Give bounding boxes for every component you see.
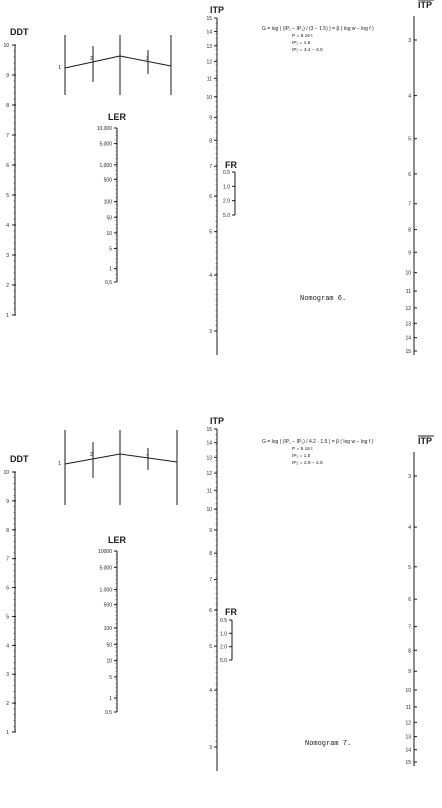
frame-label-3: 3 [146,56,149,62]
itp-bar-tick-label: 14 [405,335,411,342]
ler-tick-label: 1 [109,696,112,702]
ler-tick-label: 1 [109,266,112,273]
itp-tick-label: 13 [206,43,212,50]
ler-tick-label: 1.000 [99,587,112,594]
ddt-scale [3,27,29,319]
ler-tick-label: 5.000 [99,565,112,572]
itp-bar-axis-label: ITP [418,436,433,446]
itp-tick-label: 9 [209,527,212,534]
itp-tick-label: 5 [209,229,212,236]
itp-bar-tick-label: 8 [408,648,411,655]
ddt-axis-label: DDT [10,27,29,37]
itp-tick-label: 9 [209,115,212,122]
itp-bar-axis-label: ITP [418,0,433,10]
ddt-tick-label: 1 [6,313,9,319]
itp-tick-label: 12 [206,59,212,66]
ddt-tick-label: 7 [6,556,9,563]
itp-bar-tick-label: 14 [405,747,411,754]
fr-tick-label: 0.5 [220,618,227,624]
itp-bar-tick-label: 9 [408,250,411,257]
fr-tick-label: 1.0 [220,631,227,638]
itp-tick-label: 8 [209,138,212,145]
itp-tick-label: 10 [206,507,212,514]
itp-tick-label: 4 [209,688,212,695]
ddt-axis-label: DDT [10,454,29,464]
nomogram-caption: Nomogram 7. [305,740,352,748]
ler-tick-label: 5 [109,675,112,681]
fr-axis-label: FR [225,160,237,170]
ddt-tick-label: 5 [6,193,9,199]
itp-axis-label: ITP [209,416,225,426]
ler-tick-label: 500 [103,602,112,609]
itp-tick-label: 3 [209,745,212,751]
itp-bar-tick-label: 15 [405,760,411,766]
fr-tick-label: 1.0 [223,184,230,191]
ddt-tick-label: 10 [3,43,9,49]
itp-bar-tick-label: 6 [408,597,411,604]
ler-tick-label: 50 [106,642,112,649]
ddt-tick-label: 6 [6,163,9,169]
frame-label-3: 3 [146,454,149,460]
itp-tick-label: 6 [209,194,212,201]
itp-bar-tick-label: 8 [408,227,411,234]
ddt-scale [3,454,29,736]
itp-bar-tick-label: 10 [405,270,411,277]
ddt-tick-label: 4 [6,223,9,229]
itp-scale [206,416,224,771]
itp-bar-tick-label: 5 [408,564,411,571]
itp-bar-tick-label: 13 [405,321,411,328]
itp-bar-tick-label: 12 [405,720,411,727]
itp-bar-tick-label: 11 [405,289,411,296]
equation-parameter: IP₂ = 3.4 − 3.0 [292,48,323,53]
itp-bar-tick-label: 7 [408,201,411,208]
equation-parameter: IP₁ = 1.5 [292,41,311,46]
itp-tick-label: 15 [206,16,212,22]
nomogram-7 [3,416,434,771]
itp-bar-scale [405,436,434,766]
frame-label-1: 1 [58,461,61,467]
ddt-tick-label: 7 [6,133,9,139]
ddt-tick-label: 9 [6,498,9,505]
ler-tick-label: 500 [103,177,112,184]
fr-scale [220,607,237,664]
frame-label-2: 2 [90,56,93,62]
reference-frame [58,35,171,95]
ler-axis-label: LER [108,535,126,545]
frame-label-2: 2 [90,452,93,458]
itp-bar-tick-label: 15 [405,349,411,355]
ler-tick-label: 0.5 [105,710,112,716]
itp-tick-label: 7 [209,164,212,171]
itp-bar-tick-label: 9 [408,669,411,676]
itp-tick-label: 13 [206,455,212,462]
itp-scale [206,5,224,355]
ddt-tick-label: 4 [6,643,9,650]
ddt-tick-label: 9 [6,73,9,79]
ddt-tick-label: 3 [6,253,9,259]
itp-tick-label: 8 [209,551,212,558]
fr-tick-label: 2.0 [220,644,227,651]
itp-bar-tick-label: 12 [405,305,411,312]
fr-tick-label: 2.0 [223,198,230,205]
itp-tick-label: 15 [206,427,212,433]
itp-bar-tick-label: 7 [408,624,411,631]
itp-bar-tick-label: 5 [408,136,411,143]
nomogram-caption: Nomogram 6. [300,295,347,303]
itp-axis-label: ITP [209,5,225,15]
equation-main: G = log ( (IP₁ − IP₂) / 4.2 · 1.5 ) = β ( log w − log f ) [262,439,374,445]
itp-tick-label: 14 [206,440,212,447]
ler-tick-label: 5 [109,246,112,253]
ler-tick-label: 10,000 [96,126,112,132]
fr-tick-label: 5.0 [220,658,227,664]
itp-bar-tick-label: 4 [408,93,411,100]
fr-scale [223,160,237,219]
ler-tick-label: 10000 [98,549,112,555]
itp-tick-label: 7 [209,577,212,584]
reference-frame [58,430,177,505]
itp-tick-label: 4 [209,273,212,280]
ler-scale [98,535,126,716]
ler-scale [97,112,127,286]
itp-bar-tick-label: 11 [405,704,411,711]
equation-block [262,26,374,53]
ler-tick-label: 5,000 [99,141,112,148]
ddt-tick-label: 3 [6,672,9,679]
itp-bar-tick-label: 10 [405,687,411,694]
ler-tick-label: 0,5 [105,280,112,286]
ddt-tick-label: 5 [6,614,9,621]
equation-parameter: P = 8.16 t [292,447,313,452]
itp-tick-label: 12 [206,471,212,478]
ler-tick-label: 1,000 [99,162,112,169]
equation-parameter: P = 8.16 t [292,34,313,39]
itp-bar-tick-label: 4 [408,525,411,532]
itp-bar-tick-label: 6 [408,171,411,178]
itp-bar-tick-label: 13 [405,734,411,741]
frame-label-1: 1 [58,65,61,71]
equation-parameter: IP₁ = 1.5 [292,454,311,459]
equation-block [262,439,374,466]
nomogram-6 [3,0,434,355]
ler-tick-label: 10 [106,658,112,665]
fr-axis-label: FR [225,607,237,617]
itp-tick-label: 6 [209,608,212,615]
fr-tick-label: 0.5 [223,170,230,176]
itp-bar-scale [405,0,434,355]
ler-axis-label: LER [108,112,126,122]
ddt-tick-label: 8 [6,527,9,534]
itp-bar-tick-label: 3 [408,474,411,480]
ler-tick-label: 100 [103,626,112,632]
fr-tick-label: 5.0 [223,213,230,219]
itp-tick-label: 10 [206,94,212,101]
ddt-tick-label: 8 [6,103,9,109]
ler-tick-label: 100 [103,199,112,206]
equation-parameter: IP₂ = 2.9 − 2.5 [292,461,323,466]
itp-tick-label: 5 [209,644,212,651]
ler-tick-label: 10 [106,230,112,237]
ddt-tick-label: 6 [6,585,9,592]
itp-tick-label: 11 [206,488,212,495]
itp-tick-label: 11 [206,76,212,83]
ddt-tick-label: 2 [6,283,9,289]
itp-tick-label: 3 [209,329,212,335]
ddt-tick-label: 2 [6,701,9,708]
ler-tick-label: 50 [106,215,112,222]
itp-bar-tick-label: 3 [408,38,411,44]
ddt-tick-label: 10 [3,470,9,476]
equation-main: G = log ( (IP₁ − IP₂) / (3 − 1.5) ) = β ( log w − log f ) [262,26,374,32]
ddt-tick-label: 1 [6,730,9,736]
itp-tick-label: 14 [206,29,212,36]
